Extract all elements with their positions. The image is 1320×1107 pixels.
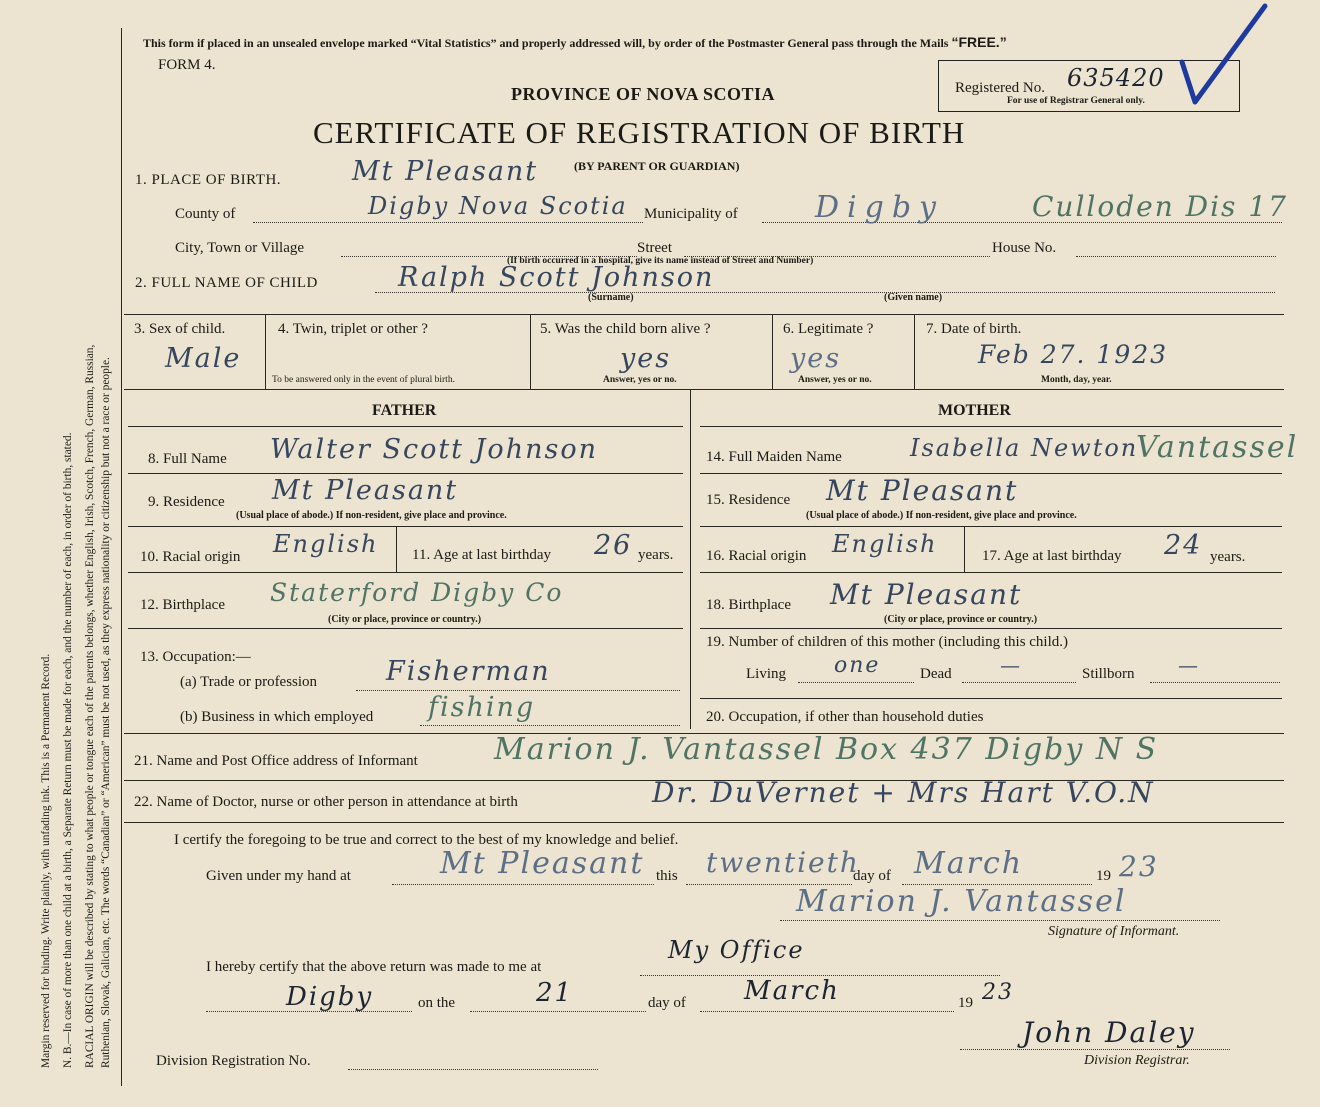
row-divider-1 (265, 314, 266, 389)
informant-signature: Marion J. Vantassel (796, 884, 1127, 919)
place-of-birth-label: 1. PLACE OF BIRTH. (135, 172, 282, 188)
father-residence-value: Mt Pleasant (272, 475, 459, 506)
year-prefix: 19 (1096, 868, 1111, 884)
living-value: one (834, 653, 881, 678)
given-place-value: Mt Pleasant (440, 846, 645, 881)
on-the-label: on the (418, 995, 456, 1011)
child-name-label: 2. FULL NAME OF CHILD (135, 275, 318, 291)
father-name-label: 8. Full Name (148, 451, 227, 467)
registrar-day-of-label: day of (648, 995, 686, 1011)
mother-name-label: 14. Full Maiden Name (706, 449, 842, 465)
stillborn-value: — (1178, 653, 1200, 677)
dob-value: Feb 27. 1923 (978, 340, 1169, 369)
father-row-rule-1 (128, 473, 683, 474)
surname-note: (Surname) (588, 292, 634, 303)
alive-label: 5. Was the child born alive ? (540, 321, 711, 337)
signature-label: Signature of Informant. (1048, 924, 1180, 939)
father-birthplace-label: 12. Birthplace (140, 597, 225, 613)
mother-heading: MOTHER (938, 402, 1011, 419)
place-of-birth-value: Mt Pleasant (352, 156, 539, 187)
street-label: Street (637, 240, 672, 256)
father-occupation-label: 13. Occupation:— (140, 649, 251, 665)
legitimate-label: 6. Legitimate ? (783, 321, 874, 337)
sex-label: 3. Sex of child. (134, 321, 226, 337)
registrar-day-line (470, 1011, 646, 1012)
father-trade-label: (a) Trade or profession (180, 674, 318, 690)
registrar-day-value: 21 (536, 978, 574, 1008)
dead-value: — (1000, 653, 1022, 677)
row-divider-4 (914, 314, 915, 389)
father-age-label: 11. Age at last birthday (412, 547, 551, 563)
side-note-2: N. B.—In case of more than one child at a birth, a Separate Return must be made for each, and the number of each, in order of birth, stated. (62, 432, 74, 1068)
margin-border (121, 28, 122, 1086)
mother-age-label: 17. Age at last birthday (982, 548, 1122, 564)
father-residence-label: 9. Residence (148, 494, 225, 510)
mother-residence-note: (Usual place of abode.) If non-resident, give place and province. (806, 510, 1077, 521)
registrar-town-value: Digby (286, 982, 374, 1012)
mother-birthplace-note: (City or place, province or country.) (884, 614, 1038, 625)
father-age-value: 26 (594, 530, 633, 561)
municipality-value: Digby (815, 190, 945, 225)
sex-value: Male (165, 343, 242, 374)
mother-name-extra: Vantassel (1136, 430, 1299, 465)
father-row-rule-2 (128, 526, 683, 527)
registrar-year-value: 23 (982, 980, 1014, 1005)
father-birthplace-note: (City or place, province or country.) (328, 614, 482, 625)
father-age-years: years. (638, 547, 674, 563)
father-heading: FATHER (372, 402, 437, 419)
dead-line (962, 682, 1076, 683)
city-label: City, Town or Village (175, 240, 305, 256)
division-registrar-label: Division Registrar. (1084, 1053, 1190, 1068)
postal-free: “FREE.” (951, 34, 1007, 50)
informant-label: 21. Name and Post Office address of Informant (134, 753, 418, 769)
registrar-month-value: March (744, 976, 840, 1006)
informant-value: Marion J. Vantassel Box 437 Digby N S (494, 732, 1159, 767)
given-place-line (392, 884, 654, 885)
mother-race-label: 16. Racial origin (706, 548, 807, 564)
town-line (206, 1011, 412, 1012)
living-label: Living (746, 666, 786, 682)
living-line (798, 682, 914, 683)
county-value: Digby Nova Scotia (368, 192, 628, 220)
side-note-1: Margin reserved for binding. Write plainly, with unfading ink. This is a Permanent Record. (40, 653, 52, 1068)
signature-line (780, 920, 1220, 921)
registered-label: Registered No. (955, 80, 1045, 96)
row-divider-2 (530, 314, 531, 389)
side-note-4: Ruthenian, Slovak, Galician, etc. The words “Canadian” or “American” must be not used, as they express nationality or citizenship but not a race or people. (100, 357, 112, 1068)
division-registration-line (348, 1069, 598, 1070)
mother-birthplace-value: Mt Pleasant (830, 578, 1023, 611)
row-divider-3 (772, 314, 773, 389)
given-name-note: (Given name) (884, 292, 943, 303)
registrar-statement: I hereby certify that the above return was made to me at (206, 959, 542, 975)
day-of-label: day of (853, 868, 891, 884)
father-race-label: 10. Racial origin (140, 549, 241, 565)
checkmark-icon (1170, 0, 1280, 110)
father-race-divider (396, 526, 397, 572)
legitimate-value: yes (790, 343, 842, 374)
mother-children-label: 19. Number of children of this mother (including this child.) (706, 634, 1069, 650)
twin-note: To be answered only in the event of plural birth. (272, 375, 455, 385)
registrar-place-value: My Office (668, 936, 805, 964)
registered-number: 635420 (1067, 64, 1165, 92)
dob-label: 7. Date of birth. (926, 321, 1022, 337)
registrar-year-prefix: 19 (958, 995, 973, 1011)
mother-residence-value: Mt Pleasant (826, 474, 1019, 507)
mother-birthplace-label: 18. Birthplace (706, 597, 791, 613)
father-business-line (420, 725, 680, 726)
doctor-value: Dr. DuVernet + Mrs Hart V.O.N (652, 776, 1155, 809)
registrar-note: For use of Registrar General only. (1007, 96, 1145, 106)
row-box-bottom (124, 389, 1284, 390)
house-label: House No. (992, 240, 1057, 256)
alive-note: Answer, yes or no. (603, 375, 677, 385)
father-heading-rule (128, 426, 683, 427)
dob-note: Month, day, year. (1041, 375, 1112, 385)
registrar-signature-line (960, 1049, 1230, 1050)
father-residence-note: (Usual place of abode.) If non-resident, give place and province. (236, 510, 507, 521)
certify-statement: I certify the foregoing to be true and correct to the best of my knowledge and belief. (174, 832, 679, 848)
certificate-title: CERTIFICATE OF REGISTRATION OF BIRTH (313, 115, 966, 150)
stillborn-label: Stillborn (1082, 666, 1135, 682)
title-suffix: (BY PARENT OR GUARDIAN) (574, 159, 740, 173)
legitimate-note: Answer, yes or no. (798, 375, 872, 385)
given-label: Given under my hand at (206, 868, 351, 884)
stillborn-line (1150, 682, 1280, 683)
child-name-value: Ralph Scott Johnson (398, 262, 715, 293)
father-trade-line (356, 690, 680, 691)
twin-label: 4. Twin, triplet or other ? (278, 321, 428, 337)
mother-name-value: Isabella Newton (910, 434, 1139, 462)
doctor-label: 22. Name of Doctor, nurse or other person in attendance at birth (134, 794, 518, 810)
mother-race-divider (964, 526, 965, 572)
division-registration-label: Division Registration No. (156, 1053, 311, 1069)
alive-value: yes (620, 343, 672, 374)
house-line (1076, 256, 1276, 257)
year-value: 23 (1119, 850, 1159, 883)
mother-row-rule-4 (700, 628, 1282, 629)
mother-age-years: years. (1210, 549, 1246, 565)
this-label: this (656, 868, 678, 884)
father-trade-value: Fisherman (386, 656, 551, 687)
form-number: FORM 4. (158, 57, 216, 73)
county-line (253, 222, 643, 223)
father-birthplace-value: Staterford Digby Co (270, 578, 564, 607)
row-box-top (124, 314, 1284, 315)
parent-column-divider (690, 389, 691, 729)
father-business-value: fishing (428, 692, 536, 723)
father-race-value: English (273, 530, 379, 558)
county-label: County of (175, 206, 236, 222)
mother-row-rule-5 (700, 698, 1282, 699)
postal-note-text: This form if placed in an unsealed envelope marked “Vital Statistics” and properly addressed will, by order of the Postmaster General pass through the Mails (143, 36, 949, 50)
municipality-extra: Culloden Dis 17 (1032, 190, 1288, 223)
registrar-month-line (700, 1011, 954, 1012)
mother-race-value: English (832, 530, 938, 558)
registrar-signature: John Daley (1022, 1016, 1196, 1049)
side-note-3: RACIAL ORIGIN will be described by stating to what people or tongue each of the parents belongs, whether English, Irish, Scotch, French, German, Russian, (84, 344, 96, 1068)
doctor-rule (124, 822, 1284, 823)
postal-note (143, 34, 1007, 51)
father-row-rule-3 (128, 572, 683, 573)
month-value: March (914, 846, 1024, 881)
province-heading: PROVINCE OF NOVA SCOTIA (511, 84, 776, 104)
hospital-note: (If birth occurred in a hospital, give its name instead of Street and Number) (507, 256, 814, 266)
father-name-value: Walter Scott Johnson (270, 434, 598, 465)
father-row-rule-4 (128, 628, 683, 629)
day-value: twentieth (706, 846, 860, 879)
mother-row-rule-2 (700, 526, 1282, 527)
mother-residence-label: 15. Residence (706, 492, 791, 508)
dead-label: Dead (920, 666, 952, 682)
mother-age-value: 24 (1164, 530, 1203, 561)
mother-row-rule-3 (700, 572, 1282, 573)
father-business-label: (b) Business in which employed (180, 709, 374, 725)
mother-heading-rule (700, 426, 1282, 427)
municipality-label: Municipality of (644, 206, 738, 222)
mother-occupation-label: 20. Occupation, if other than household duties (706, 709, 984, 725)
